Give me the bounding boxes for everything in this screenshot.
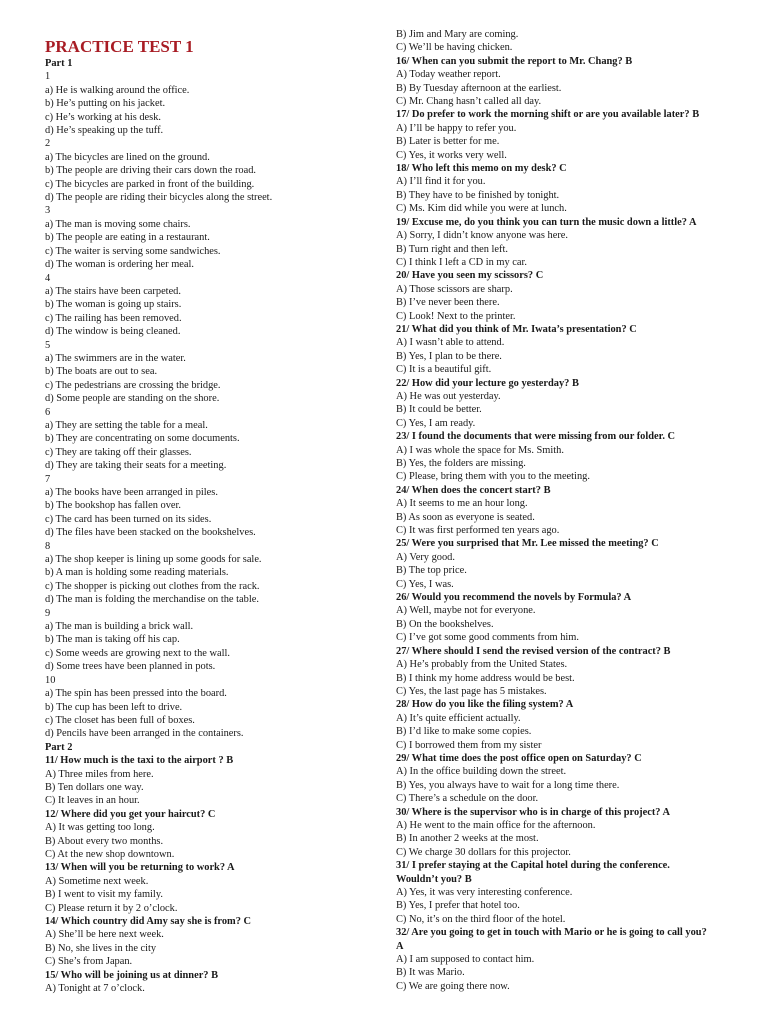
- answer-line: B) I’ve never been there.: [396, 297, 500, 309]
- answer-line: 6: [45, 406, 51, 418]
- question-line: 29/ What time does the post office open on Saturday? C: [396, 752, 642, 764]
- answer-line: b) The bookshop has fallen over.: [45, 500, 182, 512]
- answer-line: A) Three miles from here.: [45, 768, 154, 780]
- answer-line: C) It is a beautiful gift.: [396, 364, 492, 376]
- answer-line: A) It seems to me an hour long.: [396, 498, 528, 510]
- answer-line: A) Sometime next week.: [45, 875, 149, 887]
- answer-line: A) It was getting too long.: [45, 822, 155, 834]
- answer-line: a) The spin has been pressed into the board.: [45, 688, 227, 700]
- answer-line: 9: [45, 607, 51, 619]
- answer-line: 5: [45, 339, 51, 351]
- answer-line: B) Turn right and then left.: [396, 243, 508, 255]
- answer-line: 7: [45, 473, 51, 485]
- answer-line: d) The people are riding their bicycles along the street.: [45, 192, 273, 204]
- answer-line: A) Those scissors are sharp.: [396, 283, 513, 295]
- answer-line: c) He’s working at his desk.: [45, 111, 162, 123]
- question-line: 15/ Who will be joining us at dinner? B: [45, 969, 219, 981]
- question-line: 32/ Are you going to get in touch with Mario or he is going to call you?: [396, 927, 707, 939]
- answer-line: B) Yes, I prefer that hotel too.: [396, 900, 520, 912]
- answer-line: d) He’s speaking up the tuff.: [45, 125, 164, 137]
- question-line: A: [396, 940, 404, 952]
- answer-line: A) I wasn’t able to attend.: [396, 337, 505, 349]
- answer-line: c) They are taking off their glasses.: [45, 446, 192, 458]
- answer-line: A) Very good.: [396, 551, 455, 563]
- question-line: 11/ How much is the taxi to the airport ? B: [45, 755, 234, 767]
- answer-line: C) It was first performed ten years ago.: [396, 525, 560, 537]
- answer-line: A) Sorry, I didn’t know anyone was here.: [396, 230, 568, 242]
- answer-line: 2: [45, 138, 51, 150]
- right-column: [396, 28, 746, 993]
- answer-line: B) I’d like to make some copies.: [396, 726, 532, 738]
- answer-line: B) No, she lives in the city: [45, 942, 157, 954]
- answer-line: 4: [45, 272, 51, 284]
- answer-line: C) We’ll be having chicken.: [396, 42, 513, 54]
- answer-line: B) They have to be finished by tonight.: [396, 189, 560, 201]
- answer-line: B) Yes, you always have to wait for a long time there.: [396, 779, 620, 791]
- answer-line: B) I think my home address would be best.: [396, 672, 575, 684]
- answer-line: a) The stairs have been carpeted.: [45, 285, 181, 297]
- answer-line: A) He’s probably from the United States.: [396, 659, 568, 671]
- answer-line: c) The railing has been removed.: [45, 312, 182, 324]
- answer-line: b) The cup has been left to drive.: [45, 701, 183, 713]
- answer-line: B) Yes, the folders are missing.: [396, 458, 526, 469]
- answer-line: d) They are taking their seats for a meeting.: [45, 460, 227, 472]
- answer-line: C) I’ve got some good comments from him.: [396, 632, 579, 644]
- question-line: 31/ I prefer staying at the Capital hotel during the conference.: [396, 860, 670, 872]
- answer-line: C) Mr. Chang hasn’t called all day.: [396, 96, 542, 108]
- answer-line: d) The window is being cleaned.: [45, 326, 181, 338]
- answer-line: a) The man is moving some chairs.: [45, 218, 191, 230]
- answer-line: A) He went to the main office for the afternoon.: [396, 819, 596, 831]
- answer-line: B) On the bookshelves.: [396, 618, 494, 630]
- answer-line: A) She’ll be here next week.: [45, 929, 164, 941]
- question-line: 24/ When does the concert start? B: [396, 484, 551, 496]
- answer-line: B) Jim and Mary are coming.: [396, 29, 519, 40]
- answer-line: A) Tonight at 7 o’clock.: [45, 983, 145, 995]
- answer-line: C) Look! Next to the printer.: [396, 310, 516, 322]
- answer-line: B) In another 2 weeks at the most.: [396, 833, 539, 845]
- answer-line: c) The closet has been full of boxes.: [45, 714, 195, 726]
- answer-line: B) I went to visit my family.: [45, 889, 163, 901]
- question-line: Wouldn’t you? B: [396, 873, 472, 885]
- answer-line: A) I’ll find it for you.: [396, 176, 486, 188]
- question-line: 20/ Have you seen my scissors? C: [396, 270, 544, 282]
- answer-line: A) I am supposed to contact him.: [396, 954, 535, 966]
- right-column-lines: [396, 28, 746, 993]
- answer-line: b) They are concentrating on some documents.: [45, 433, 240, 445]
- question-line: 25/ Were you surprised that Mr. Lee missed the meeting? C: [396, 538, 659, 550]
- answer-line: d) Pencils have been arranged in the containers.: [45, 728, 244, 740]
- question-line: 13/ When will you be returning to work? A: [45, 862, 235, 874]
- answer-line: C) I borrowed them from my sister: [396, 739, 542, 751]
- answer-line: B) By Tuesday afternoon at the earliest.: [396, 82, 562, 94]
- answer-line: c) The waiter is serving some sandwiches.: [45, 245, 221, 257]
- answer-line: C) It leaves in an hour.: [45, 795, 140, 807]
- answer-line: A) It’s quite efficient actually.: [396, 712, 521, 724]
- answer-line: B) About every two months.: [45, 835, 164, 847]
- question-line: 19/ Excuse me, do you think you can turn the music down a little? A: [396, 216, 697, 228]
- answer-line: c) Some weeds are growing next to the wall.: [45, 647, 230, 659]
- answer-line: B) As soon as everyone is seated.: [396, 511, 535, 523]
- section-heading: Part 1: [45, 58, 73, 69]
- answer-line: A) I’ll be happy to refer you.: [396, 122, 517, 134]
- answer-line: d) Some people are standing on the shore.: [45, 393, 220, 405]
- answer-line: 3: [45, 205, 51, 217]
- answer-line: C) Ms. Kim did while you were at lunch.: [396, 203, 567, 215]
- answer-line: b) He’s putting on his jacket.: [45, 98, 166, 110]
- question-line: 27/ Where should I send the revised version of the contract? B: [396, 645, 671, 657]
- left-column: [45, 0, 370, 995]
- answer-line: C) Please return it by 2 o’clock.: [45, 902, 178, 914]
- answer-line: a) The man is building a brick wall.: [45, 621, 194, 633]
- question-line: 21/ What did you think of Mr. Iwata’s presentation? C: [396, 323, 637, 335]
- question-line: 16/ When can you submit the report to Mr. Chang? B: [396, 55, 633, 67]
- answer-line: c) The shopper is picking out clothes from the rack.: [45, 580, 260, 592]
- answer-line: A) I was whole the space for Ms. Smith.: [396, 444, 564, 456]
- question-line: 26/ Would you recommend the novels by Formula? A: [396, 592, 632, 604]
- question-line: 12/ Where did you get your haircut? C: [45, 808, 216, 820]
- answer-line: B) It could be better.: [396, 404, 482, 416]
- answer-line: A) Today weather report.: [396, 69, 501, 81]
- question-line: 28/ How do you like the filing system? A: [396, 699, 574, 711]
- answer-line: C) No, it’s on the third floor of the hotel.: [396, 913, 566, 925]
- answer-line: C) She’s from Japan.: [45, 956, 133, 968]
- section-heading: Part 2: [45, 741, 73, 753]
- question-line: 17/ Do prefer to work the morning shift or are you available later? B: [396, 109, 700, 121]
- answer-line: C) We charge 30 dollars for this projector.: [396, 846, 571, 858]
- answer-line: C) At the new shop downtown.: [45, 848, 175, 860]
- answer-line: a) They are setting the table for a meal.: [45, 419, 208, 431]
- answer-line: b) The boats are out to sea.: [45, 366, 158, 378]
- question-line: 22/ How did your lecture go yesterday? B: [396, 377, 579, 389]
- question-line: 23/ I found the documents that were missing from our folder. C: [396, 431, 676, 443]
- answer-line: b) The woman is going up stairs.: [45, 299, 182, 311]
- answer-line: 8: [45, 540, 51, 552]
- answer-line: A) Yes, it was very interesting conference.: [396, 887, 573, 898]
- answer-line: C) Yes, the last page has 5 mistakes.: [396, 685, 547, 697]
- answer-line: b) A man is holding some reading materials.: [45, 567, 229, 579]
- answer-line: B) Later is better for me.: [396, 136, 500, 148]
- answer-line: c) The bicycles are parked in front of the building.: [45, 178, 255, 190]
- answer-line: a) The bicycles are lined on the ground.: [45, 151, 210, 163]
- answer-line: b) The man is taking off his cap.: [45, 634, 180, 646]
- answer-line: C) Yes, it works very well.: [396, 149, 507, 161]
- answer-line: c) The pedestrians are crossing the bridge.: [45, 379, 221, 391]
- answer-line: B) Yes, I plan to be there.: [396, 350, 502, 362]
- answer-line: d) Some trees have been planned in pots.: [45, 661, 216, 673]
- answer-line: d) The woman is ordering her meal.: [45, 259, 194, 271]
- question-line: 14/ Which country did Amy say she is from? C: [45, 916, 252, 927]
- answer-line: 1: [45, 71, 51, 83]
- answer-line: C) I think I left a CD in my car.: [396, 256, 528, 268]
- answer-line: A) He was out yesterday.: [396, 390, 501, 402]
- answer-line: a) The books have been arranged in piles.: [45, 487, 218, 498]
- answer-line: A) Well, maybe not for everyone.: [396, 605, 536, 617]
- answer-line: 10: [45, 674, 56, 686]
- answer-line: A) In the office building down the street.: [396, 766, 567, 778]
- answer-line: d) The files have been stacked on the bookshelves.: [45, 527, 256, 539]
- answer-line: a) He is walking around the office.: [45, 84, 190, 96]
- answer-line: B) It was Mario.: [396, 967, 465, 979]
- answer-line: c) The card has been turned on its sides.: [45, 513, 212, 525]
- left-column-lines: [45, 57, 370, 995]
- answer-line: C) Please, bring them with you to the meeting.: [396, 471, 590, 483]
- question-line: 18/ Who left this memo on my desk? C: [396, 163, 567, 175]
- question-line: 30/ Where is the supervisor who is in charge of this project? A: [396, 806, 671, 818]
- answer-line: d) The man is folding the merchandise on the table.: [45, 594, 259, 606]
- answer-line: a) The shop keeper is lining up some goods for sale.: [45, 554, 262, 566]
- answer-line: C) We are going there now.: [396, 980, 510, 992]
- answer-line: b) The people are driving their cars down the road.: [45, 165, 257, 177]
- answer-line: C) Yes, I am ready.: [396, 417, 476, 429]
- answer-line: C) There’s a schedule on the door.: [396, 793, 539, 805]
- answer-line: C) Yes, I was.: [396, 578, 454, 590]
- answer-line: B) The top price.: [396, 565, 467, 577]
- answer-line: a) The swimmers are in the water.: [45, 352, 186, 364]
- answer-line: b) The people are eating in a restaurant.: [45, 232, 210, 244]
- page-title: PRACTICE TEST 1: [45, 37, 194, 56]
- answer-line: B) Ten dollars one way.: [45, 781, 144, 793]
